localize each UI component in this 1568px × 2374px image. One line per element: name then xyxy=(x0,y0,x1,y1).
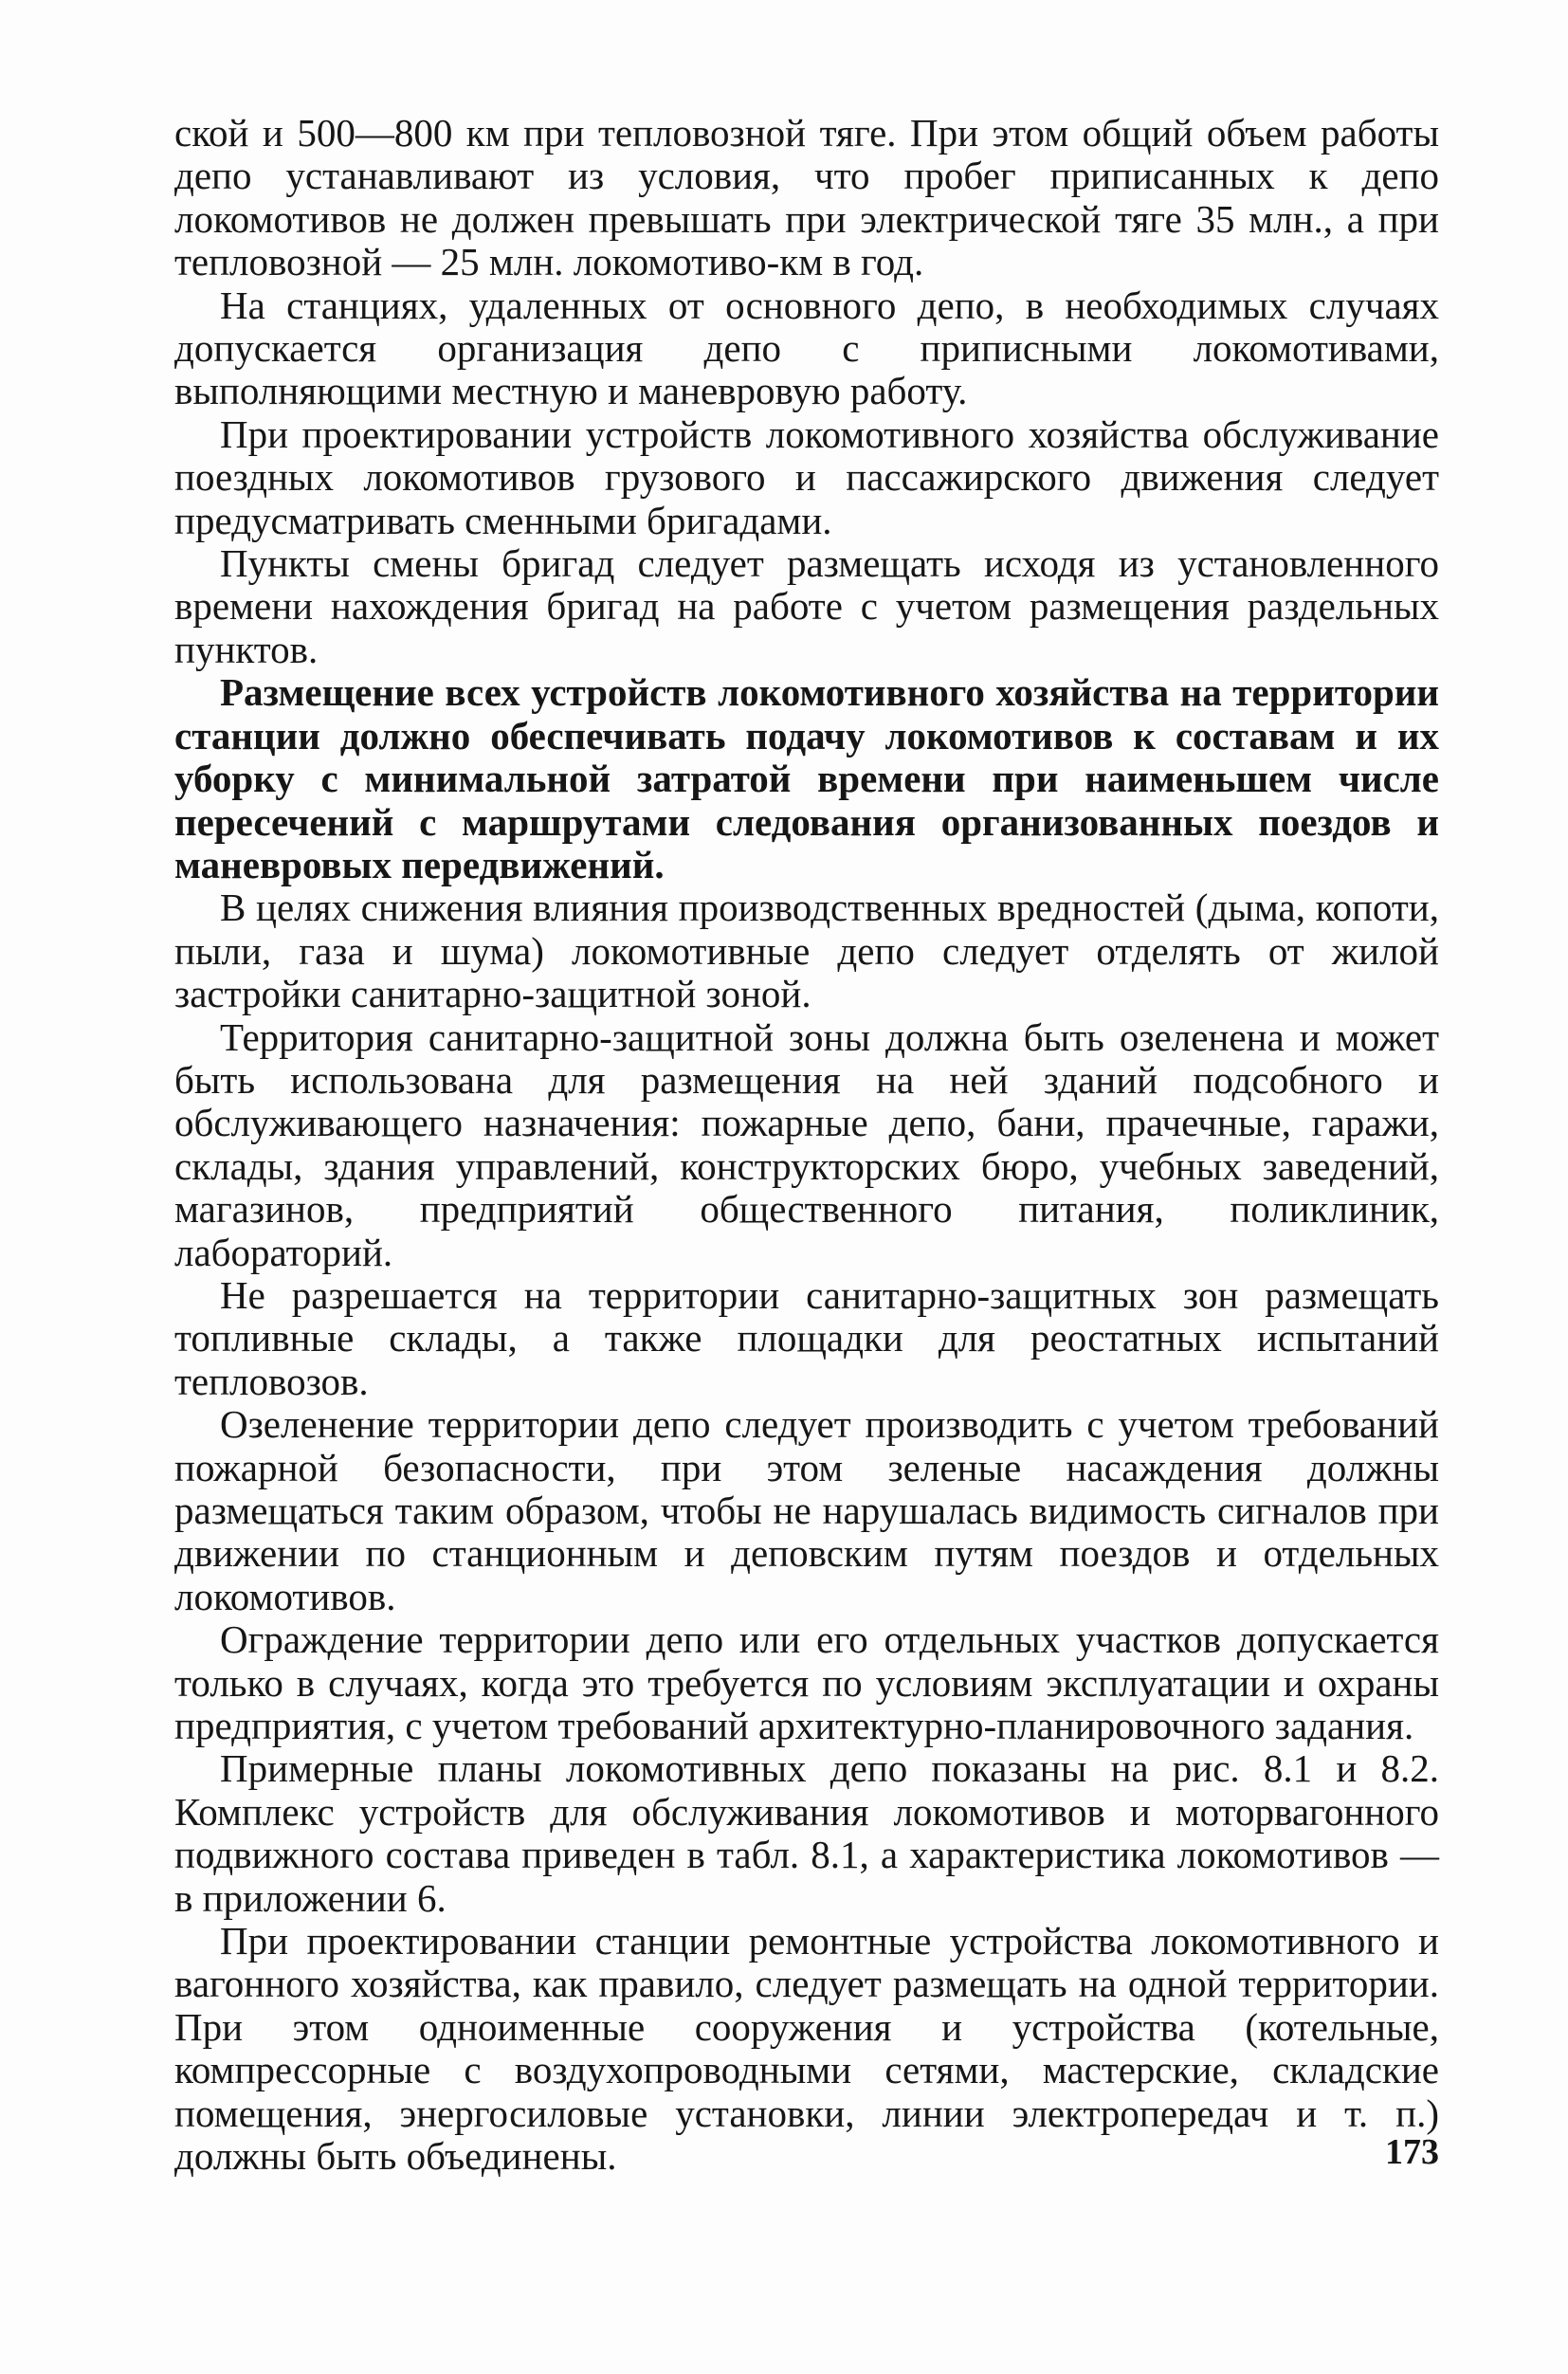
page-number: 173 xyxy=(1385,2132,1439,2172)
paragraph-3: При проектировании устройств локомотивного хозяйства обслуживание поездных локомотивов грузового и пассажирского движения следует предусматривать сменными бригадами. xyxy=(174,411,1439,542)
paragraph-12: При проектировании станции ремонтные устройства локомотивного и вагонного хозяйства, как правило, следует размещать на одной территории. При этом одноименные сооружения и устройства (котельные, компрессорные с воздухопроводными сетями, мастерские, складские помещения, энергосиловые установки, линии электропередач и т. п.) должны быть объединены. xyxy=(174,1919,1439,2179)
paragraph-10: Ограждение территории депо или его отдельных участков допускается только в случаях, когда это требуется по условиям эксплуатации и охраны предприятия, с учетом требований архитектурно-планировочного задания. xyxy=(174,1617,1439,1748)
paragraph-9: Озеленение территории депо следует производить с учетом требований пожарной безопасности, при этом зеленые насаждения должны размещаться таким образом, чтобы не нарушалась видимость сигналов при движении по станционным и деповским путям поездов и отдельных локомотивов. xyxy=(174,1402,1439,1618)
paragraph-2: На станциях, удаленных от основного депо, в необходимых случаях допускается организация депо с приписными локомотивами, выполняющими местную и маневровую работу. xyxy=(174,283,1439,413)
paragraph-6: В целях снижения влияния производственных вредностей (дыма, копоти, пыли, газа и шума) локомотивные депо следует отделять от жилой застройки санитарно-защитной зоной. xyxy=(174,886,1439,1016)
paragraph-7: Территория санитарно-защитной зоны должна быть озеленена и может быть использована для размещения на ней зданий подсобного и обслуживающего назначения: пожарные депо, бани, прачечные, гаражи, склады, здания управлений, конструкторских бюро, учебных заведений, магазинов, предприятий общественного питания, поликлиник, лабораторий. xyxy=(174,1014,1439,1274)
paragraph-11: Примерные планы локомотивных депо показаны на рис. 8.1 и 8.2. Комплекс устройств для обслуживания локомотивов и моторвагонного подвижного состава приведен в табл. 8.1, а характеристика локомотивов — в приложении 6. xyxy=(174,1746,1439,1920)
paragraph-1: ской и 500—800 км при тепловозной тяге. При этом общий объем работы депо устанавливают из условия, что пробег приписанных к депо локомотивов не должен превышать при электрической тяге 35 млн., а при тепловозной — 25 млн. локомотиво-км в год. xyxy=(174,111,1439,284)
paragraph-8: Не разрешается на территории санитарно-защитных зон размещать топливные склады, а также площадки для реостатных испытаний тепловозов. xyxy=(174,1272,1439,1403)
paragraph-4: Пункты смены бригад следует размещать исходя из установленного времени нахождения бригад на работе с учетом размещения раздельных пунктов. xyxy=(174,541,1439,671)
paragraph-5: Размещение всех устройств локомотивного хозяйства на территории станции должно обеспечивать подачу локомотивов к составам и их уборку с минимальной затратой времени при наименьшем числе пересечений с маршрутами следования организованных поездов и маневровых передвижений. xyxy=(174,670,1439,886)
body-text xyxy=(174,112,1439,2179)
